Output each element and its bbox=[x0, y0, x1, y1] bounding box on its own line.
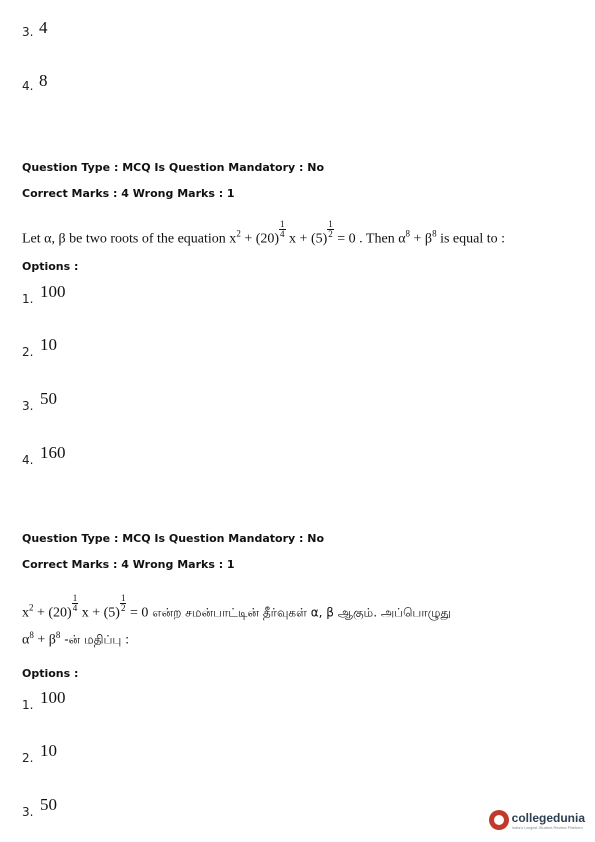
question-text: Let α, β be two roots of the equation $x^2 + (20)$ $\frac{1}{4}$ x + (5) $\frac{1}{2}$ = 0 . Then $\alpha^8 + \beta^8$ is equal to : bbox=[22, 219, 505, 247]
fraction: $\frac{1}{4}$ bbox=[72, 593, 78, 614]
option-number: 3. bbox=[22, 399, 34, 413]
fraction: $\frac{1}{2}$ bbox=[328, 219, 333, 240]
option-value: 100 bbox=[40, 282, 66, 301]
option-value: 4 bbox=[39, 18, 48, 37]
option-number: 3. bbox=[22, 805, 34, 819]
option-value: 50 bbox=[40, 389, 57, 408]
options-label: Options : bbox=[22, 260, 79, 273]
question-meta-type: Question Type : MCQ Is Question Mandatory : No bbox=[22, 161, 325, 174]
option-number: 2. bbox=[22, 751, 34, 765]
option-number: 4. bbox=[22, 79, 34, 93]
fraction: $\frac{1}{2}$ bbox=[120, 593, 126, 614]
options-label: Options : bbox=[22, 667, 79, 680]
logo-tagline: India's Largest Student Review Platform bbox=[511, 824, 583, 830]
option-value: 100 bbox=[40, 688, 66, 707]
option-number: 1. bbox=[22, 292, 34, 306]
option-number: 2. bbox=[22, 345, 34, 359]
option-value: 160 bbox=[40, 443, 66, 462]
logo-icon bbox=[489, 810, 509, 830]
option-number: 1. bbox=[22, 698, 34, 712]
option-value: 8 bbox=[39, 71, 48, 90]
fraction: $\frac{1}{4}$ bbox=[280, 219, 285, 240]
logo-name: collegedunia bbox=[511, 810, 585, 825]
question-text-line2: $\alpha^8 + \beta^8$ -ன் மதிப்பு : bbox=[22, 630, 130, 648]
question-meta-type: Question Type : MCQ Is Question Mandatory : No bbox=[22, 532, 325, 545]
option-value: 10 bbox=[40, 335, 57, 354]
option-number: 4. bbox=[22, 453, 34, 467]
question-meta-marks: Correct Marks : 4 Wrong Marks : 1 bbox=[22, 558, 235, 571]
option-number: 3. bbox=[22, 25, 34, 39]
option-value: 50 bbox=[40, 795, 57, 814]
question-meta-marks: Correct Marks : 4 Wrong Marks : 1 bbox=[22, 187, 235, 200]
collegedunia-logo bbox=[489, 810, 585, 830]
question-text-line1: $x^2 + (20)$ $\frac{1}{4}$ x + (5) $\frac{1}{2}$ = 0 என்ற சமன்பாட்டின் தீர்வுகள் α, β ஆகும். அப்பொழுது bbox=[22, 593, 451, 621]
option-value: 10 bbox=[40, 741, 57, 760]
